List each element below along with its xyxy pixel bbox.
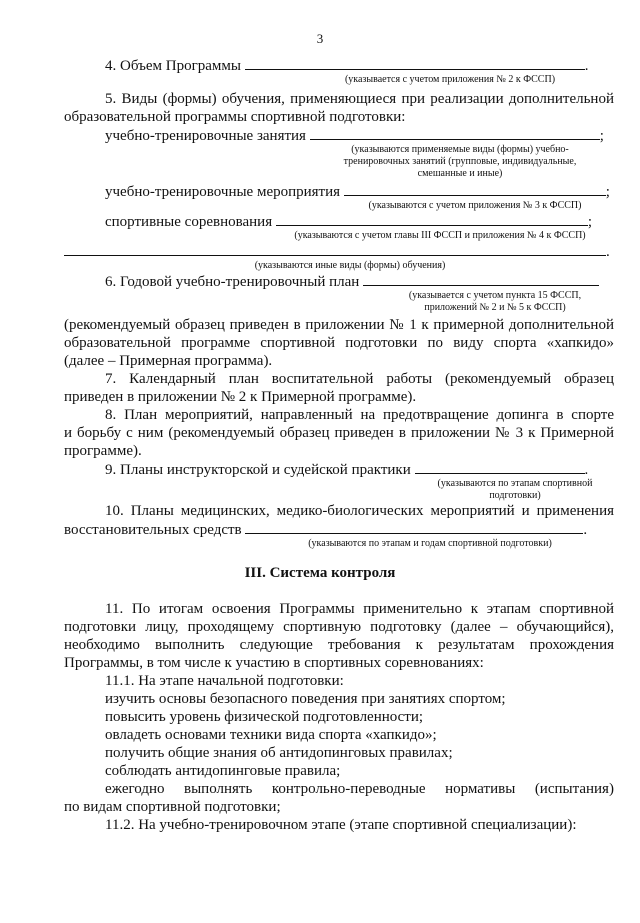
item4-label: 4. Объем Программы: [105, 58, 241, 74]
item4-line: [105, 56, 614, 75]
item5-ut-note-3: смешанные и иные): [417, 168, 503, 179]
item6-line: [105, 272, 614, 291]
item8-line1: 8. План мероприятий, направленный на предотвращение допинга в спорте: [105, 407, 614, 423]
section-heading: III. Система контроля: [244, 565, 396, 581]
p11-1-heading: 11.1. На этапе начальной подготовки:: [105, 673, 344, 689]
item5-ut-note-1: (указываются применяемые виды (формы) учебно-: [351, 144, 569, 155]
p11-line2: подготовки лицу, проходящему спортивную подготовку (далее – обучающийся),: [64, 619, 614, 635]
item5-ss-line: [105, 212, 614, 231]
requirement-item: соблюдать антидопинговые правила;: [105, 763, 341, 779]
requirement-item: повысить уровень физической подготовленности;: [105, 709, 424, 725]
item7-line2: приведен в приложении № 2 к Примерной программе).: [64, 389, 417, 405]
item9-note-1: (указываются по этапам спортивной: [437, 478, 593, 489]
item5-ss-note: (указываются с учетом главы III ФССП и приложения № 4 к ФССП): [294, 230, 586, 241]
item5-ut-label: учебно-тренировочные занятия: [105, 128, 306, 144]
item5-um-label: учебно-тренировочные мероприятия: [105, 184, 341, 200]
page-number: 3: [316, 31, 324, 46]
item6-note-1: (указывается с учетом пункта 15 ФССП,: [408, 290, 582, 301]
item9-line: [105, 460, 614, 479]
item5-ut-end: ;: [599, 128, 604, 144]
yearly-word: нормативы: [445, 781, 516, 797]
item5-um-note: (указываются с учетом приложения № 3 к ФССП): [368, 200, 582, 211]
item5-ss-blank: [276, 212, 588, 226]
yearly-end: по видам спортивной подготовки;: [64, 799, 281, 815]
item6-line2: образовательной программе спортивной подготовки по виду спорта «хапкидо»: [64, 335, 614, 351]
item9-note-2: подготовки): [489, 490, 541, 501]
item10-line2: [64, 520, 614, 539]
requirement-item: овладеть основами техники вида спорта «хапкидо»;: [105, 727, 437, 743]
item4-end: .: [584, 58, 589, 74]
item6-line1: (рекомендуемый образец приведен в приложении № 1 к примерной дополнительной: [64, 317, 614, 333]
item6-line3: (далее – Примерная программа).: [64, 353, 273, 369]
item5-other-end: .: [606, 244, 610, 260]
item5-other-blank: [64, 242, 606, 256]
requirement-item: изучить основы безопасного поведения при занятиях спортом;: [105, 691, 506, 707]
item9-end: .: [584, 462, 589, 478]
item5-other-note: (указываются иные виды (формы) обучения): [254, 260, 446, 271]
yearly-word: контрольно-переводные: [271, 781, 426, 797]
yearly-word: (испытания): [534, 781, 614, 797]
item5-um-line: [105, 182, 614, 201]
item5-ut-line: [105, 126, 614, 145]
item6-note-2: приложений № 2 и № 5 к ФССП): [424, 302, 566, 313]
item6-label: 6. Годовой учебно-тренировочный план: [105, 274, 360, 290]
item9-blank: [415, 460, 585, 474]
item5-ut-note-2: тренировочных занятий (групповые, индивидуальные,: [343, 156, 577, 167]
item5-other-line: [64, 242, 614, 261]
item9-label: 9. Планы инструкторской и судейской практики: [105, 462, 411, 478]
item8-line3: программе).: [64, 443, 142, 459]
item8-line2: и борьбу с ним (рекомендуемый образец приведен в приложении № 3 к Примерной: [64, 425, 614, 441]
item10-end: .: [583, 522, 588, 538]
yearly-word: ежегодно: [105, 781, 165, 797]
item5-line2: образовательной программы спортивной подготовки:: [64, 109, 406, 125]
item10-line1: 10. Планы медицинских, медико-биологических мероприятий и применения: [105, 503, 614, 519]
item5-ut-blank: [310, 126, 600, 140]
p11-line4: Программы, в том числе к участию в спортивных соревнованиях:: [64, 655, 484, 671]
p11-line1: 11. По итогам освоения Программы применительно к этапам спортивной: [105, 601, 614, 617]
item5-line1: 5. Виды (формы) обучения, применяющиеся при реализации дополнительной: [105, 91, 614, 107]
yearly-line: [105, 780, 614, 798]
item5-um-blank: [344, 182, 606, 196]
item10-blank: [245, 520, 583, 534]
item10-note: (указываются по этапам и годам спортивной подготовки): [308, 538, 552, 549]
p11-2-heading: 11.2. На учебно-тренировочном этапе (этапе спортивной специализации):: [105, 817, 577, 833]
yearly-word: выполнять: [184, 781, 253, 797]
item5-ss-end: ;: [587, 214, 593, 230]
item4-note: (указывается с учетом приложения № 2 к ФССП): [344, 74, 556, 85]
requirement-item: получить общие знания об антидопинговых правилах;: [105, 745, 453, 761]
item6-blank: [363, 272, 599, 286]
item5-um-end: ;: [605, 184, 610, 200]
item5-ss-label: спортивные соревнования: [105, 214, 273, 230]
item10-label2: восстановительных средств: [64, 522, 242, 538]
p11-line3: необходимо выполнить следующие требования к результатам прохождения: [64, 637, 614, 653]
item7-line1: 7. Календарный план воспитательной работы (рекомендуемый образец: [105, 371, 614, 387]
item4-blank: [245, 56, 585, 70]
